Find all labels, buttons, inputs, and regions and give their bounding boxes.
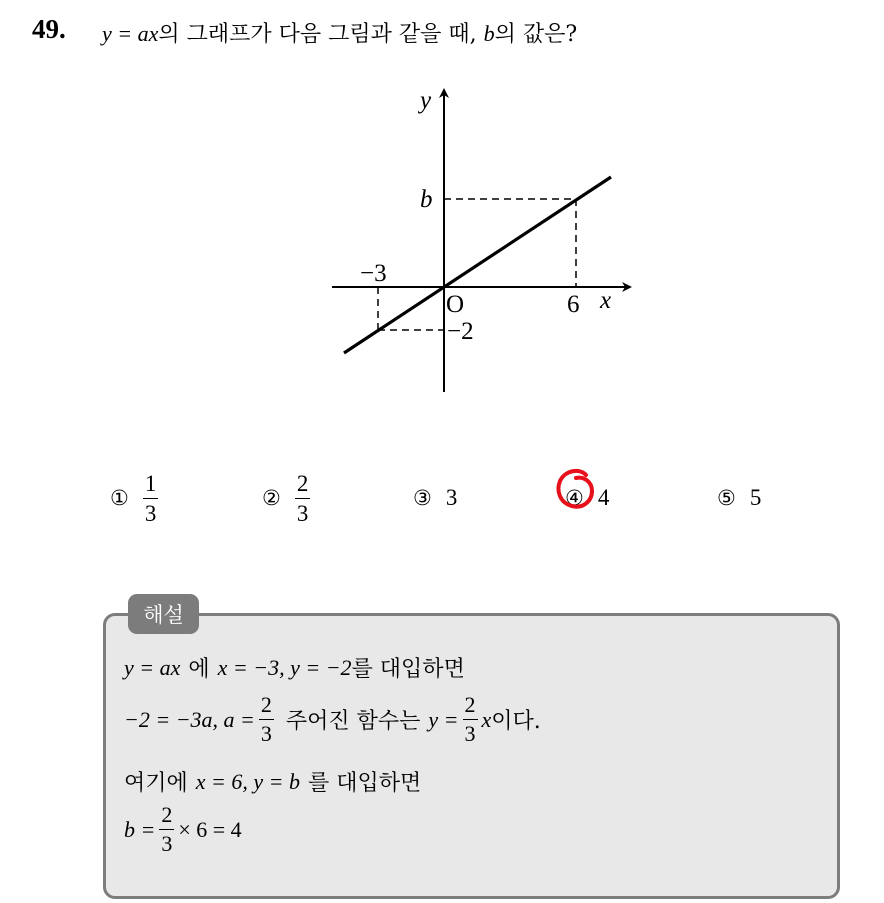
question-variable: b: [483, 21, 495, 46]
solution-line-4-numerator: 2: [159, 804, 174, 830]
choice-1-numerator: 1: [143, 472, 159, 499]
solution-line-2-x: x: [481, 706, 492, 732]
choice-2-numerator: 2: [295, 472, 311, 499]
choice-3-number: ③: [413, 486, 432, 510]
question-equation: y = ax: [102, 21, 159, 46]
solution-line-2-eq2: y =: [428, 706, 459, 732]
choice-4[interactable]: [565, 470, 609, 526]
choice-5-number: ⑤: [717, 486, 736, 510]
choice-5-value: 5: [749, 485, 762, 510]
solution-line-1: [124, 652, 465, 683]
solution-line-2-fraction2: [463, 694, 478, 745]
solution-line-2-numerator2: 2: [463, 694, 478, 720]
solution-line-2-fraction: [259, 694, 274, 745]
solution-line-4-denominator: 3: [161, 831, 173, 856]
choice-1-fraction: [143, 472, 159, 525]
solution-line-2-numerator: 2: [259, 694, 274, 720]
choice-2-denominator: 3: [296, 500, 309, 526]
solution-line-3-values: x = 6, y = b: [195, 768, 300, 794]
solution-line-1-eq: y = ax: [124, 654, 181, 680]
solution-line-2-text: 주어진 함수는: [285, 709, 421, 734]
solution-line-1-values: x = −3, y = −2: [217, 654, 352, 680]
choice-4-value: 4: [597, 485, 610, 510]
solution-line-1-text: 에: [188, 657, 210, 682]
solution-line-4-result: × 6 = 4: [178, 816, 242, 842]
origin-label: O: [446, 291, 465, 318]
b-label: b: [420, 186, 433, 213]
choice-4-number: ④: [565, 486, 584, 510]
choice-2[interactable]: [262, 470, 310, 526]
solution-line-4: [124, 804, 242, 855]
solution-tag: 해설: [128, 594, 199, 634]
solution-line-1-text2: 를 대입하면: [351, 657, 465, 682]
x-axis-label: x: [600, 287, 612, 314]
choice-1[interactable]: [110, 470, 158, 526]
choice-3-value: 3: [445, 485, 458, 510]
solution-line-2-denominator: 3: [260, 721, 272, 746]
question-text-part1: 의 그래프가 다음 그림과 같을 때,: [158, 22, 477, 47]
choice-5[interactable]: [717, 470, 761, 526]
solution-line-2-eq: −2 = −3a, a =: [124, 706, 255, 732]
solution-line-3-text: 여기에: [124, 771, 188, 796]
neg3-label: −3: [360, 260, 387, 287]
choice-2-fraction: [295, 472, 311, 525]
six-label: 6: [567, 291, 580, 318]
question-text-part2: 의 값은?: [494, 22, 578, 47]
neg2-label: −2: [447, 318, 474, 345]
solution-line-2-text2: 이다.: [491, 709, 541, 734]
question-number: 49.: [32, 14, 66, 44]
solution-line-4-fraction: [159, 804, 174, 855]
solution-line-3: [124, 766, 421, 797]
choice-1-number: ①: [110, 486, 129, 510]
choice-2-number: ②: [262, 486, 281, 510]
solution-line-2: [124, 694, 541, 745]
solution-line-4-eq: b =: [124, 816, 156, 842]
solution-line-3-text2: 를 대입하면: [308, 771, 422, 796]
y-axis-label: y: [420, 87, 432, 114]
solution-line-2-denominator2: 3: [464, 721, 476, 746]
choice-1-denominator: 3: [144, 500, 157, 526]
choice-3[interactable]: [413, 470, 457, 526]
